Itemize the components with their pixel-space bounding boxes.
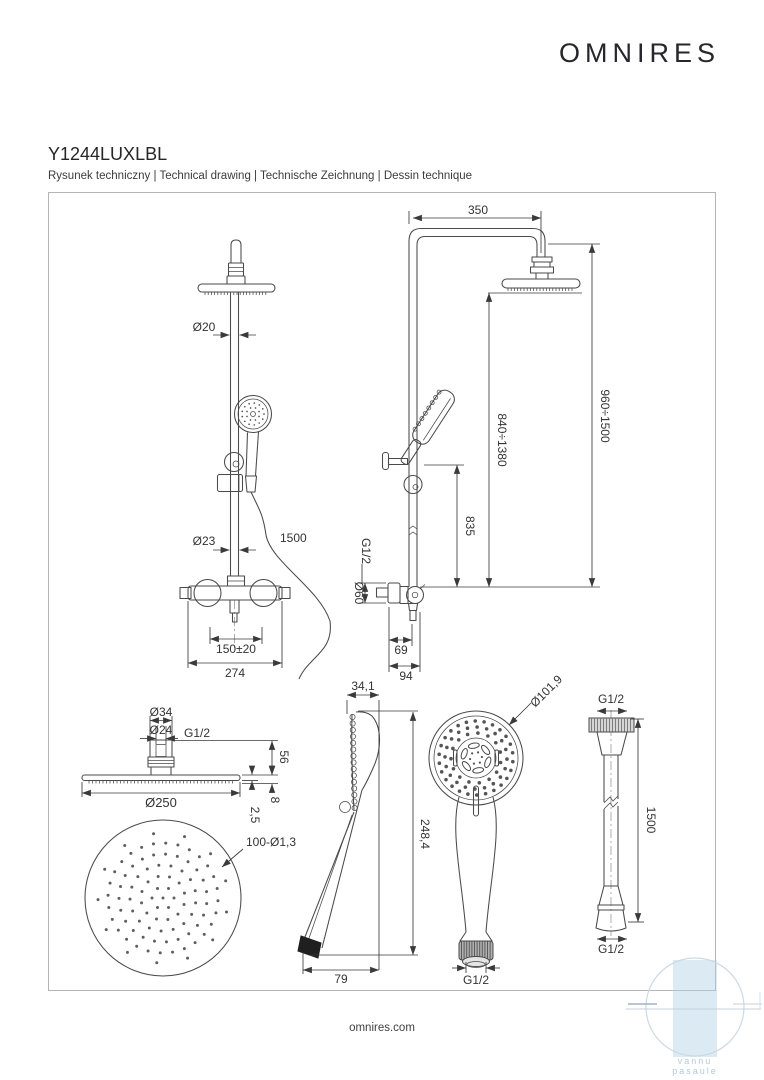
watermark-text [660,1056,730,1076]
front-view-shower-column [180,240,330,680]
dim-label-hand-thread: G1/2 [462,973,490,987]
dim-label-depth-total: 94 [399,669,413,683]
dim-label-hose-thread-bottom: G1/2 [597,942,625,956]
omnires-logo: OMNIRES [558,38,720,68]
dim-label-collar: Ø34 [149,705,173,719]
side-hand-shower [394,386,457,468]
dim-label-plate-thickness: 2,5 [248,806,262,824]
dim-label-height-rail: 840÷1380 [495,413,509,467]
dim-label-rail-height: 835 [463,515,477,537]
dim-label-hand-diameter: Ø101,9 [527,672,566,711]
dim-label-front-pipe-bottom: Ø23 [192,534,216,548]
dim-label-hose-length: 1500 [644,806,658,834]
dim-label-hand-height: 248,4 [418,818,432,850]
dim-label-holes: 100-Ø1,3 [246,835,297,849]
hand-shower-massage-nozzles [454,742,499,774]
hand-shower-front-view [429,672,565,987]
hand-shower-side-view [298,679,432,986]
dim-label-inlet-spacing: 150±20 [216,642,256,656]
dim-label-height-total: 960÷1500 [598,389,612,443]
website-link[interactable]: omnires.com [349,1022,415,1034]
dim-label-hose-length: 1500 [280,531,307,545]
watermark-graphic [626,958,762,1057]
rain-head-spray-holes [97,832,228,964]
dim-label-depth-inner: 69 [394,643,408,657]
dim-label-escutcheon: Ø60 [352,581,366,605]
dim-label-stem: Ø24 [149,723,173,737]
hand-shower-spray-holes [437,719,514,797]
dim-label-arm-width: 350 [467,203,489,217]
dim-label-edge-height: 8 [268,796,282,804]
dim-label-hand-depth: 79 [334,972,348,986]
dim-label-front-pipe-top: Ø20 [192,320,216,334]
dim-label-head-diameter: Ø250 [145,795,177,810]
side-view-shower-column [352,203,612,683]
hose-view [589,692,658,956]
dim-label-hand-width: 34,1 [351,679,375,693]
front-head-nozzle-ticks [205,293,266,296]
drawing-subtitle: Rysunek techniczny | Technical drawing | Technische Zeichnung | Dessin technique [48,170,473,182]
side-head-nozzle-ticks [508,289,572,292]
rain-head-view [82,705,296,976]
dim-label-mixer-width: 274 [224,666,246,680]
dim-label-side-thread: G1/2 [359,537,373,565]
watermark-line2: pasaule [672,1066,718,1076]
product-code: Y1244LUXLBL [48,144,168,164]
dim-label-hose-thread-top: G1/2 [597,692,625,706]
hand-shower-mini-nozzles [241,402,264,426]
dim-label-head-height: 56 [277,750,291,764]
watermark-line1: vannu [677,1056,713,1066]
dim-label-rain-thread: G1/2 [184,726,211,740]
